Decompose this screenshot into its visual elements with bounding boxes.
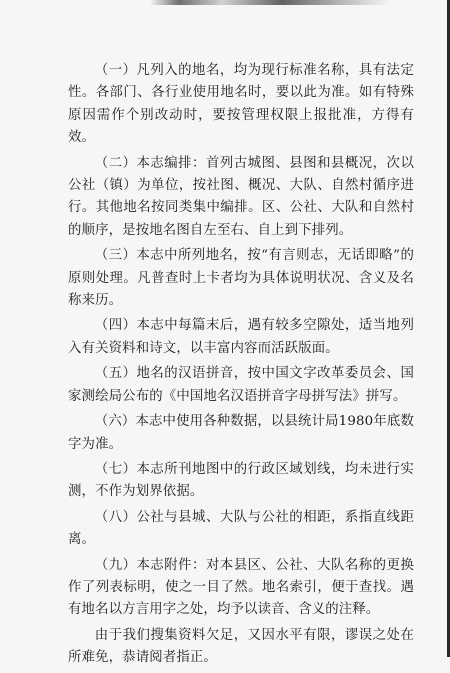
paragraph-standard-names: （一）凡列入的地名，均为现行标准名称，具有法定性。各部门、各行业使用地名时，要以此为准。如有特殊原因需作个别改动时，要按管理权限上报批准，方得有效。 [68, 63, 414, 146]
paragraph-pinyin: （五）地名的汉语拼音，按中国文字改革委员会、国家测绘局公布的《中国地名汉语拼音字母拼写法》拼写。 [68, 366, 414, 404]
scan-smudge [150, 0, 390, 5]
paragraph-arrangement: （二）本志编排：首列古城图、县图和县概况，次以公社（镇）为单位，按社图、概况、大队、自然村循序进行。其他地名按同类集中编排。区、公社、大队和自然村的顺序，是按地名图自左至右、自上到下排列。 [68, 155, 414, 238]
paragraph-closing-note: 由于我们搜集资料欠足，又因水平有限，谬误之处在所难免，恭请阅者指正。 [68, 627, 414, 666]
paragraph-listing-principle: （三）本志中所列地名，按“有言则志，无话即略”的原则处理。凡普查时上卡者均为具体说明状况、含义及名称来历。 [68, 248, 414, 309]
paragraph-statistics: （六）本志中使用各种数据，以县统计局1980年底数字为准。 [68, 414, 414, 452]
paragraph-map-boundaries: （七）本志所刊地图中的行政区域划线，均未进行实测，不作为划界依据。 [68, 461, 414, 500]
paragraph-supplementary-material: （四）本志中每篇末后，遇有较多空隙处，适当地列入有关资料和诗文，以丰富内容而活跃版面。 [68, 318, 414, 356]
paragraph-distances: （八）公社与县城、大队与公社的相距，系指直线距离。 [68, 509, 414, 548]
document-body [68, 60, 414, 673]
paragraph-appendix: （九）本志附件：对本县区、公社、大队名称的更换作了列表标明，使之一目了然。地名索引，便于查找。遇有地名以方言用字之处，均予以读音、含义的注释。 [68, 557, 414, 618]
